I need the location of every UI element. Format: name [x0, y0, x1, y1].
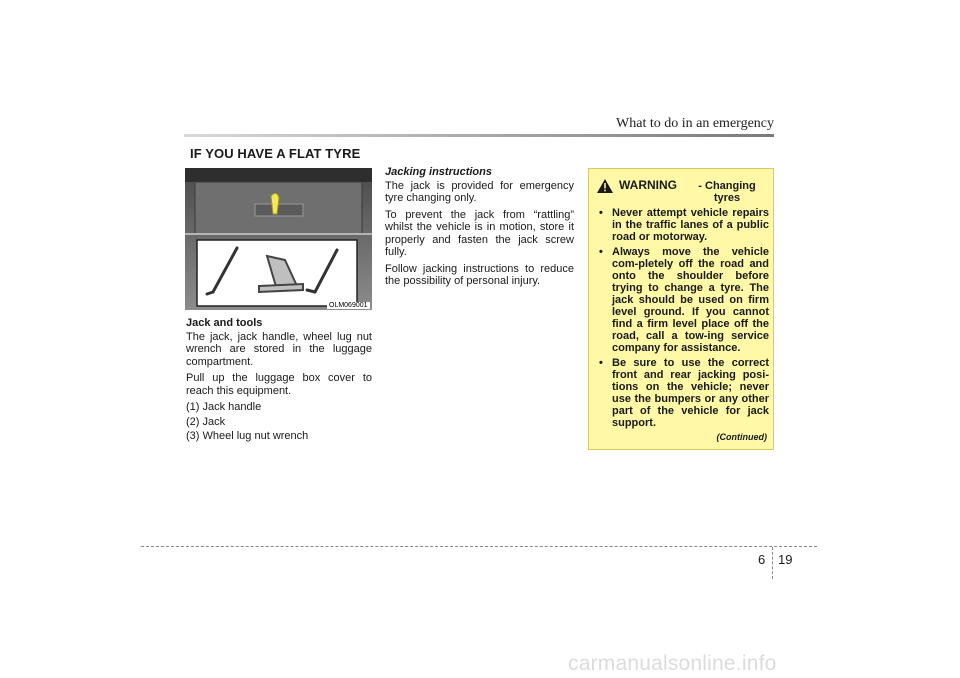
jacking-instructions-heading: Jacking instructions [385, 166, 492, 178]
warning-label: WARNING [619, 178, 677, 192]
jacking-paragraph-3: Follow jacking instructions to reduce the possibility of personal injury. [385, 262, 574, 287]
section-heading: IF YOU HAVE A FLAT TYRE [190, 146, 361, 161]
watermark: carmanualsonline.info [568, 652, 777, 675]
jacking-instructions-column [385, 166, 574, 292]
luggage-compartment-photo [185, 168, 372, 310]
warning-item: • Be sure to use the correct front and rear jacking posi-tions on the vehicle; never use the bumpers or any other part of the vehicle for jack support. [599, 357, 769, 429]
warning-box [588, 168, 774, 450]
jack-and-tools-paragraph: The jack, jack handle, wheel lug nut wrench are stored in the luggage compartment. [186, 330, 372, 368]
jack-and-tools-heading: Jack and tools [186, 317, 263, 329]
luggage-cover-paragraph: Pull up the luggage box cover to reach this equipment. [186, 372, 372, 397]
figure-code: OLM069001 [329, 302, 368, 309]
continued-note: (Continued) [716, 432, 767, 442]
jacking-paragraph-1: The jack is provided for emergency tyre changing only. [385, 179, 574, 204]
footer-rule [141, 546, 817, 547]
warning-item: • Never attempt vehicle repairs in the traffic lanes of a public road or motorway. [599, 207, 769, 243]
warning-list [595, 207, 769, 432]
tool-item-lug-wrench: (3) Wheel lug nut wrench [186, 430, 309, 442]
warning-item: • Always move the vehicle com-pletely off the road and onto the shoulder before trying to change a tyre. The jack should be used on firm level ground. If you cannot find a firm level place off the road, call a tow-ing service company for assistance. [599, 246, 769, 354]
page-number: 19 [778, 552, 793, 567]
tool-item-jack-handle: (1) Jack handle [186, 401, 262, 413]
header-rule [184, 134, 774, 137]
jacking-paragraph-2: To prevent the jack from “rattling” whilst the vehicle is in motion, store it properly and fasten the jack screw fully. [385, 208, 574, 258]
chapter-number: 6 [758, 552, 766, 567]
running-header: What to do in an emergency [616, 116, 774, 131]
footer-divider [772, 547, 773, 579]
jack-and-tools-column [186, 317, 372, 445]
warning-topic: - Changing tyres [698, 180, 756, 204]
warning-triangle-icon [597, 179, 613, 193]
tool-item-jack: (2) Jack [186, 415, 226, 428]
